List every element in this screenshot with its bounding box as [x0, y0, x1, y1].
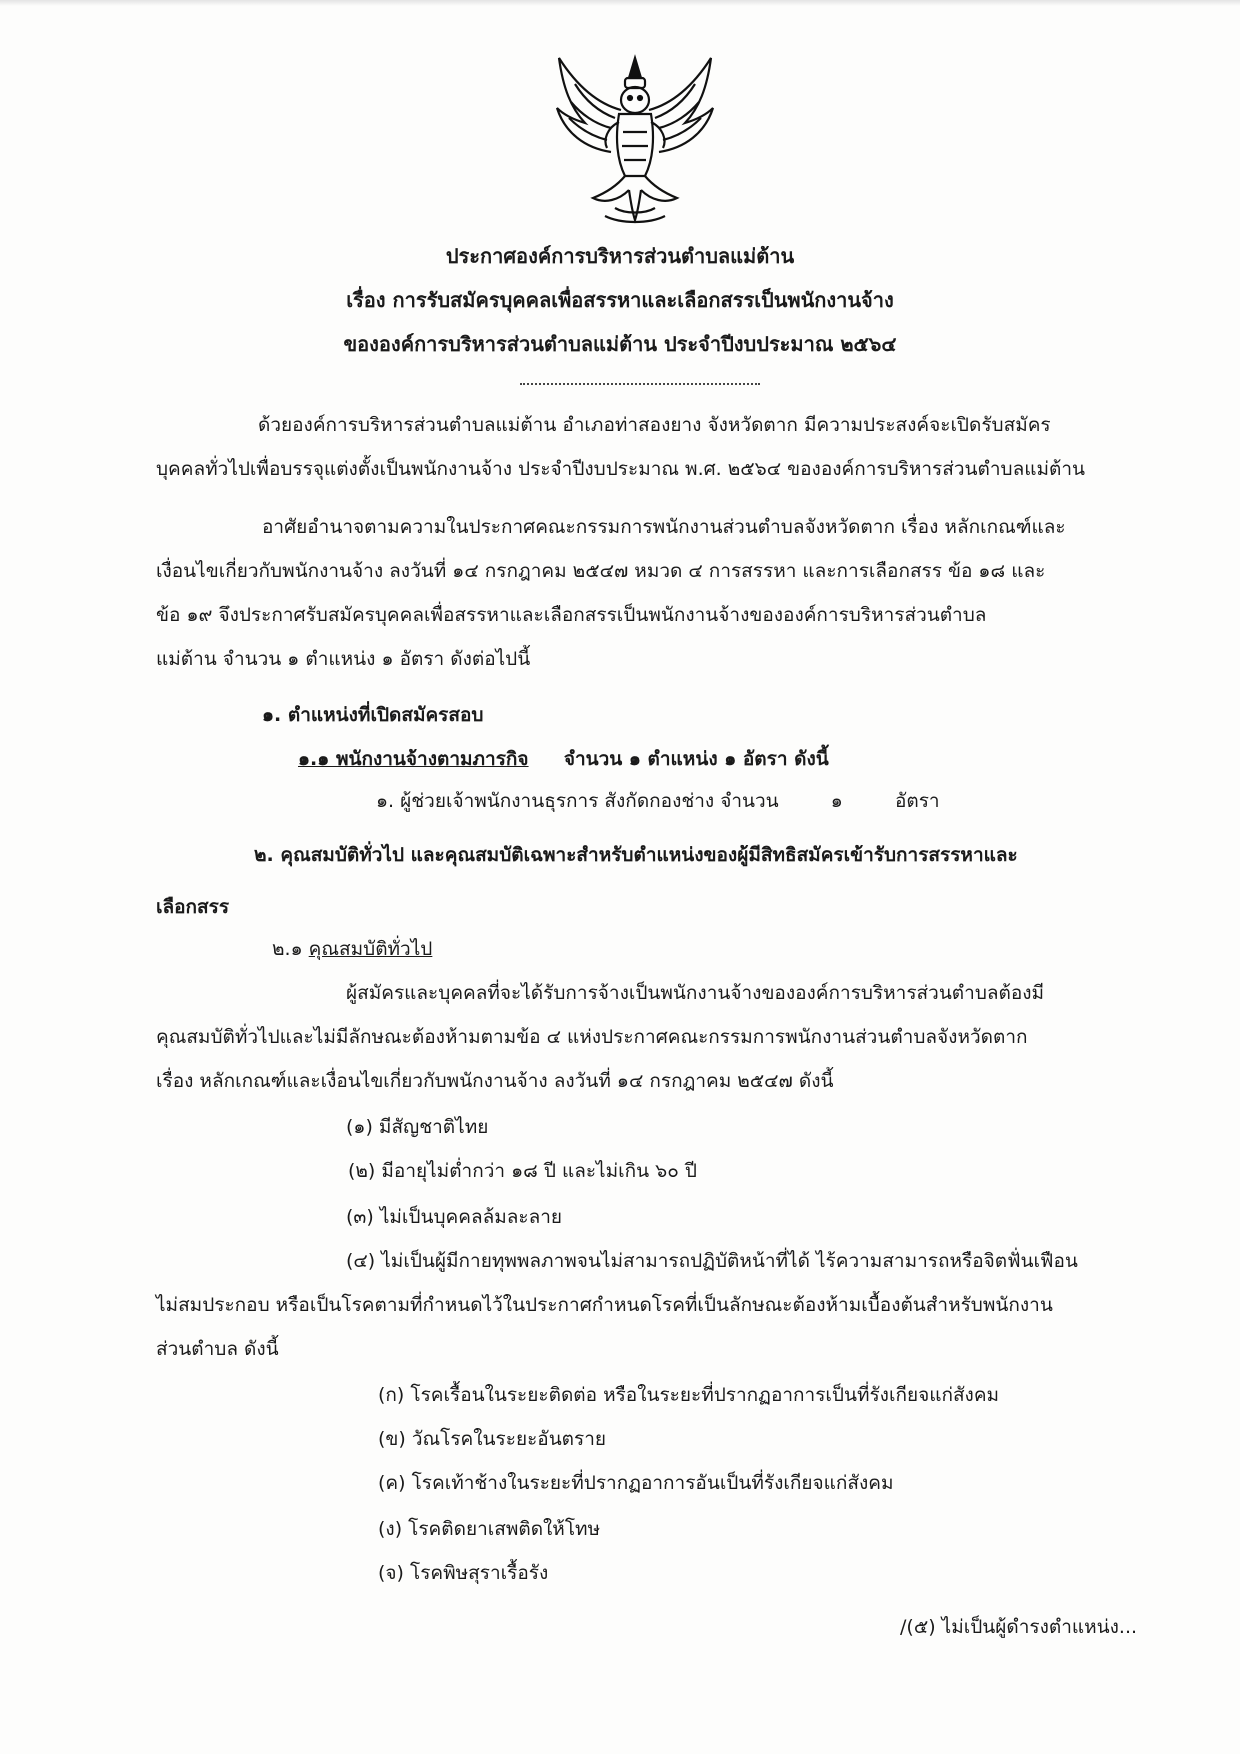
intro-paragraph-line: บุคคลทั่วไปเพื่อบรรจุแต่งตั้งเป็นพนักงานจ้าง ประจำปีงบประมาณ พ.ศ. ๒๕๖๔ ขององค์การบริหารส่วนตำบลแม่ต้าน [156, 458, 1085, 480]
qualification-paragraph-line: ผู้สมัครและบุคคลที่จะได้รับการจ้างเป็นพนักงานจ้างขององค์การบริหารส่วนตำบลต้องมี [346, 982, 1045, 1004]
position-item [376, 786, 940, 816]
announcement-subject-line2: ขององค์การบริหารส่วนตำบลแม่ต้าน ประจำปีงบประมาณ ๒๕๖๔ [343, 332, 897, 356]
position-item-name: ๑. ผู้ช่วยเจ้าพนักงานธุรการ สังกัดกองช่าง จำนวน [376, 790, 779, 812]
section-2-heading-line2: เลือกสรร [156, 896, 230, 918]
announcement-title: ประกาศองค์การบริหารส่วนตำบลแม่ต้าน [445, 244, 795, 268]
scan-edge [0, 0, 1240, 6]
disease-item: (จ) โรคพิษสุราเรื้อรัง [378, 1562, 549, 1584]
authority-paragraph-line: แม่ต้าน จำนวน ๑ ตำแหน่ง ๑ อัตรา ดังต่อไปนี้ [156, 648, 531, 670]
qualification-paragraph-line: คุณสมบัติทั่วไปและไม่มีลักษณะต้องห้ามตามข้อ ๔ แห่งประกาศคณะกรรมการพนักงานส่วนตำบลจังหวัดตาก [156, 1026, 1028, 1048]
disease-item: (ข) วัณโรคในระยะอันตราย [378, 1428, 607, 1450]
divider-dots [520, 383, 760, 385]
qualification-item: (๔) ไม่เป็นผู้มีกายทุพพลภาพจนไม่สามารถปฏิบัติหน้าที่ได้ ไร้ความสามารถหรือจิตฟั่นเฟือน [346, 1250, 1078, 1272]
disease-item: (ก) โรคเรื้อนในระยะติดต่อ หรือในระยะที่ปรากฏอาการเป็นที่รังเกียจแก่สังคม [378, 1384, 1000, 1406]
announcement-subject: เรื่อง การรับสมัครบุคคลเพื่อสรรหาและเลือกสรรเป็นพนักงานจ้าง [346, 288, 894, 312]
authority-paragraph-line: ข้อ ๑๙ จึงประกาศรับสมัครบุคคลเพื่อสรรหาและเลือกสรรเป็นพนักงานจ้างขององค์การบริหารส่วนตำบล [156, 604, 987, 626]
disease-item: (ง) โรคติดยาเสพติดให้โทษ [378, 1518, 601, 1540]
section-2-1-number: ๒.๑ [272, 938, 303, 960]
qualification-paragraph-line: เรื่อง หลักเกณฑ์และเงื่อนไขเกี่ยวกับพนักงานจ้าง ลงวันที่ ๑๔ กรกฎาคม ๒๕๔๗ ดังนี้ [156, 1070, 834, 1092]
garuda-emblem-icon [545, 48, 725, 228]
qualification-item-continuation: ส่วนตำบล ดังนี้ [156, 1338, 279, 1360]
intro-paragraph-line: ด้วยองค์การบริหารส่วนตำบลแม่ต้าน อำเภอท่าสองยาง จังหวัดตาก มีความประสงค์จะเปิดรับสมัคร [258, 414, 1051, 436]
section-1-heading: ๑. ตำแหน่งที่เปิดสมัครสอบ [262, 704, 484, 726]
page-continuation: /(๕) ไม่เป็นผู้ดำรงตำแหน่ง... [900, 1616, 1138, 1638]
qualification-item: (๒) มีอายุไม่ต่ำกว่า ๑๘ ปี และไม่เกิน ๖๐ ปี [348, 1160, 697, 1182]
section-2-heading: ๒. คุณสมบัติทั่วไป และคุณสมบัติเฉพาะสำหรับตำแหน่งของผู้มีสิทธิสมัครเข้ารับการสรรหาและ [254, 844, 1018, 866]
position-item-count: ๑ [830, 790, 843, 812]
section-2-1-title: คุณสมบัติทั่วไป [308, 938, 433, 960]
position-item-unit: อัตรา [894, 790, 940, 812]
section-1-1-heading [298, 744, 829, 774]
disease-item: (ค) โรคเท้าช้างในระยะที่ปรากฏอาการอันเป็นที่รังเกียจแก่สังคม [378, 1472, 894, 1494]
qualification-item-continuation: ไม่สมประกอบ หรือเป็นโรคตามที่กำหนดไว้ในประกาศกำหนดโรคที่เป็นลักษณะต้องห้ามเบื้องต้นสำหรับพนักงาน [156, 1294, 1053, 1316]
section-1-1-count: จำนวน ๑ ตำแหน่ง ๑ อัตรา ดังนี้ [563, 748, 829, 770]
section-2-1-heading [272, 934, 432, 964]
qualification-item: (๑) มีสัญชาติไทย [346, 1116, 489, 1138]
qualification-item: (๓) ไม่เป็นบุคคลล้มละลาย [346, 1206, 563, 1228]
authority-paragraph-line: เงื่อนไขเกี่ยวกับพนักงานจ้าง ลงวันที่ ๑๔ กรกฎาคม ๒๕๔๗ หมวด ๔ การสรรหา และการเลือกสรร ข้อ ๑๘ และ [156, 560, 1046, 582]
section-1-1-title: ๑.๑ พนักงานจ้างตามภารกิจ [298, 748, 529, 770]
authority-paragraph-line: อาศัยอำนาจตามความในประกาศคณะกรรมการพนักงานส่วนตำบลจังหวัดตาก เรื่อง หลักเกณฑ์และ [262, 516, 1066, 538]
